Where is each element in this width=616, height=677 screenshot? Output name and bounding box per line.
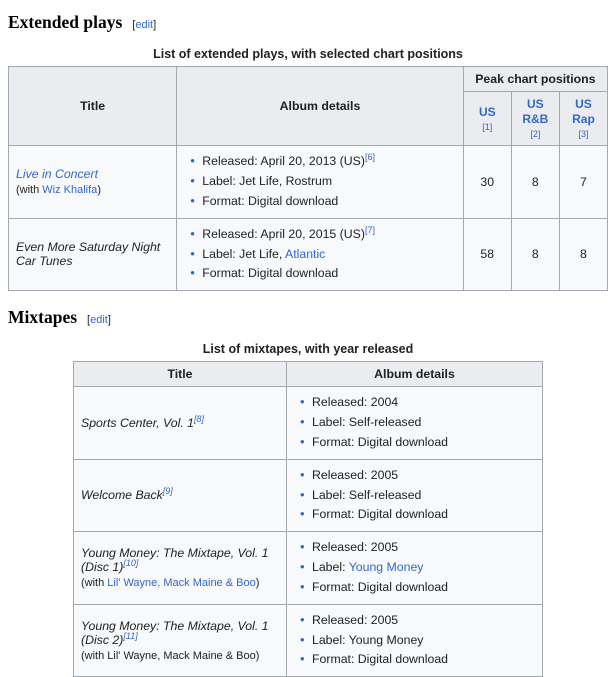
detail-text: Released: April 20, 2013 (US)	[202, 154, 365, 169]
page-title-mixtapes: Mixtapes	[8, 307, 78, 328]
cell-peak-us-rap: 7	[559, 146, 607, 218]
artist-links[interactable]: Lil' Wayne, Mack Maine & Boo	[107, 577, 256, 590]
table-header-row	[74, 362, 543, 387]
cell-album-details	[287, 459, 543, 531]
column-header-us	[463, 92, 511, 146]
cell-peak-us: 30	[463, 146, 511, 218]
mixtapes-table	[73, 342, 543, 677]
reference-marker	[471, 122, 504, 133]
cell-album-details	[287, 604, 543, 676]
album-title: Even More Saturday Night Car Tunes	[16, 240, 161, 269]
column-header-title: Title	[9, 67, 177, 146]
edit-link[interactable]: edit	[135, 19, 154, 31]
mixtapes-table-wrap	[8, 342, 608, 677]
table-row	[9, 146, 608, 218]
list-item	[202, 153, 455, 171]
cell-peak-us: 58	[463, 218, 511, 290]
reference-link[interactable]: [9]	[162, 486, 173, 497]
reference-link[interactable]: [3]	[578, 129, 589, 139]
reference-marker	[194, 414, 204, 424]
detail-text: Format: Digital download	[202, 193, 339, 208]
edit-section-mixtapes	[87, 314, 111, 326]
details-list	[184, 226, 455, 283]
bracket-open: [	[87, 314, 91, 327]
reference-link[interactable]: [7]	[364, 224, 375, 235]
section-heading-mixtapes	[8, 307, 608, 328]
cell-title	[74, 387, 287, 459]
cell-title	[9, 146, 177, 218]
reference-marker	[519, 129, 552, 140]
list-item	[202, 265, 455, 283]
list-item	[202, 226, 455, 244]
details-list	[184, 153, 455, 210]
extended-plays-table	[8, 47, 608, 291]
edit-link[interactable]: edit	[90, 314, 108, 327]
cell-peak-us-rap: 8	[559, 218, 607, 290]
column-header-album-details: Album details	[287, 362, 543, 387]
table-row	[74, 604, 543, 676]
details-list	[294, 467, 535, 524]
reference-link[interactable]: [10]	[123, 558, 139, 569]
table-row	[74, 387, 543, 459]
details-list	[294, 394, 535, 451]
table-row	[74, 459, 543, 531]
mixtape-title: Young Money: The Mixtape, Vol. 1 (Disc 2)	[81, 618, 269, 647]
list-item: • Released: 2005	[312, 467, 535, 485]
cell-album-details	[177, 146, 463, 218]
page-title-extended-plays: Extended plays	[8, 12, 123, 32]
label-link[interactable]: Atlantic	[285, 246, 326, 261]
list-item: • Label: Young Money	[312, 559, 535, 577]
label-link[interactable]: Young Money	[348, 560, 424, 575]
list-item: • Format: Digital download	[312, 651, 535, 669]
list-item: • Label: Self-released	[312, 487, 535, 505]
list-item: • Format: Digital download	[312, 434, 535, 452]
reference-link[interactable]: [6]	[364, 152, 375, 163]
list-item	[202, 193, 455, 211]
list-item: • Format: Digital download	[312, 579, 535, 597]
bracket-close: ]	[153, 19, 157, 31]
reference-marker	[365, 225, 375, 235]
detail-text: Format: Digital download	[202, 266, 339, 281]
column-header-peak-chart-positions: Peak chart positions	[463, 67, 607, 92]
featured-artist-note: (with Wiz Khalifa)	[16, 184, 101, 197]
mixtape-title: Young Money: The Mixtape, Vol. 1 (Disc 1)	[81, 546, 269, 575]
table-header-row	[9, 67, 608, 92]
reference-link[interactable]: [8]	[194, 413, 205, 424]
list-item	[202, 173, 455, 191]
details-list	[294, 539, 535, 596]
cell-title	[74, 532, 287, 604]
chart-col-label: US Rap	[572, 97, 595, 126]
section-heading-extended-plays	[8, 12, 608, 33]
featured-artist-note: (with Lil' Wayne, Mack Maine & Boo)	[81, 649, 260, 662]
list-item: • Released: 2005	[312, 539, 535, 557]
cell-title	[74, 459, 287, 531]
reference-marker	[123, 558, 138, 568]
edit-section-extended-plays	[132, 19, 156, 31]
column-header-title: Title	[74, 362, 287, 387]
reference-marker	[567, 129, 600, 140]
chart-col-label: US	[478, 104, 496, 119]
cell-album-details	[287, 532, 543, 604]
cell-album-details	[287, 387, 543, 459]
mixtape-title: Sports Center, Vol. 1	[81, 415, 195, 430]
cell-peak-us-rnb: 8	[511, 218, 559, 290]
cell-album-details	[177, 218, 463, 290]
bracket-open: [	[132, 19, 136, 31]
reference-marker	[365, 152, 375, 162]
cell-title	[74, 604, 287, 676]
detail-text: Released: April 20, 2015 (US)	[202, 226, 365, 241]
featured-artist-note: (with Lil' Wayne, Mack Maine & Boo)	[81, 577, 260, 590]
reference-marker	[123, 631, 137, 641]
bracket-close: ]	[107, 314, 111, 327]
list-item: • Label: Self-released	[312, 414, 535, 432]
list-item: • Label: Young Money	[312, 632, 535, 650]
column-header-us-rap	[559, 92, 607, 146]
cell-title	[9, 218, 177, 290]
details-list	[294, 612, 535, 669]
reference-link[interactable]: [11]	[123, 630, 138, 641]
cell-peak-us-rnb: 8	[511, 146, 559, 218]
extended-plays-table-wrap	[8, 47, 608, 291]
detail-text: Label: Jet Life, Rostrum	[202, 174, 333, 189]
table-row	[74, 532, 543, 604]
reference-link[interactable]: [1]	[482, 121, 493, 132]
chart-col-label: US R&B	[522, 97, 549, 126]
mixtape-title: Welcome Back	[81, 488, 163, 503]
column-header-album-details: Album details	[177, 67, 463, 146]
list-item: • Label: Jet Life, Atlantic	[202, 246, 455, 264]
table-row	[9, 218, 608, 290]
table-caption: List of extended plays, with selected chart positions	[153, 47, 463, 61]
list-item: • Released: 2004	[312, 394, 535, 412]
list-item: • Format: Digital download	[312, 506, 535, 524]
list-item: • Released: 2005	[312, 612, 535, 630]
artist-link[interactable]: Wiz Khalifa	[42, 184, 98, 197]
column-header-us-rnb	[511, 92, 559, 146]
reference-link[interactable]: [2]	[530, 129, 541, 139]
table-caption: List of mixtapes, with year released	[202, 342, 414, 357]
album-link[interactable]: Live in Concert	[16, 167, 99, 182]
reference-marker	[163, 486, 173, 496]
